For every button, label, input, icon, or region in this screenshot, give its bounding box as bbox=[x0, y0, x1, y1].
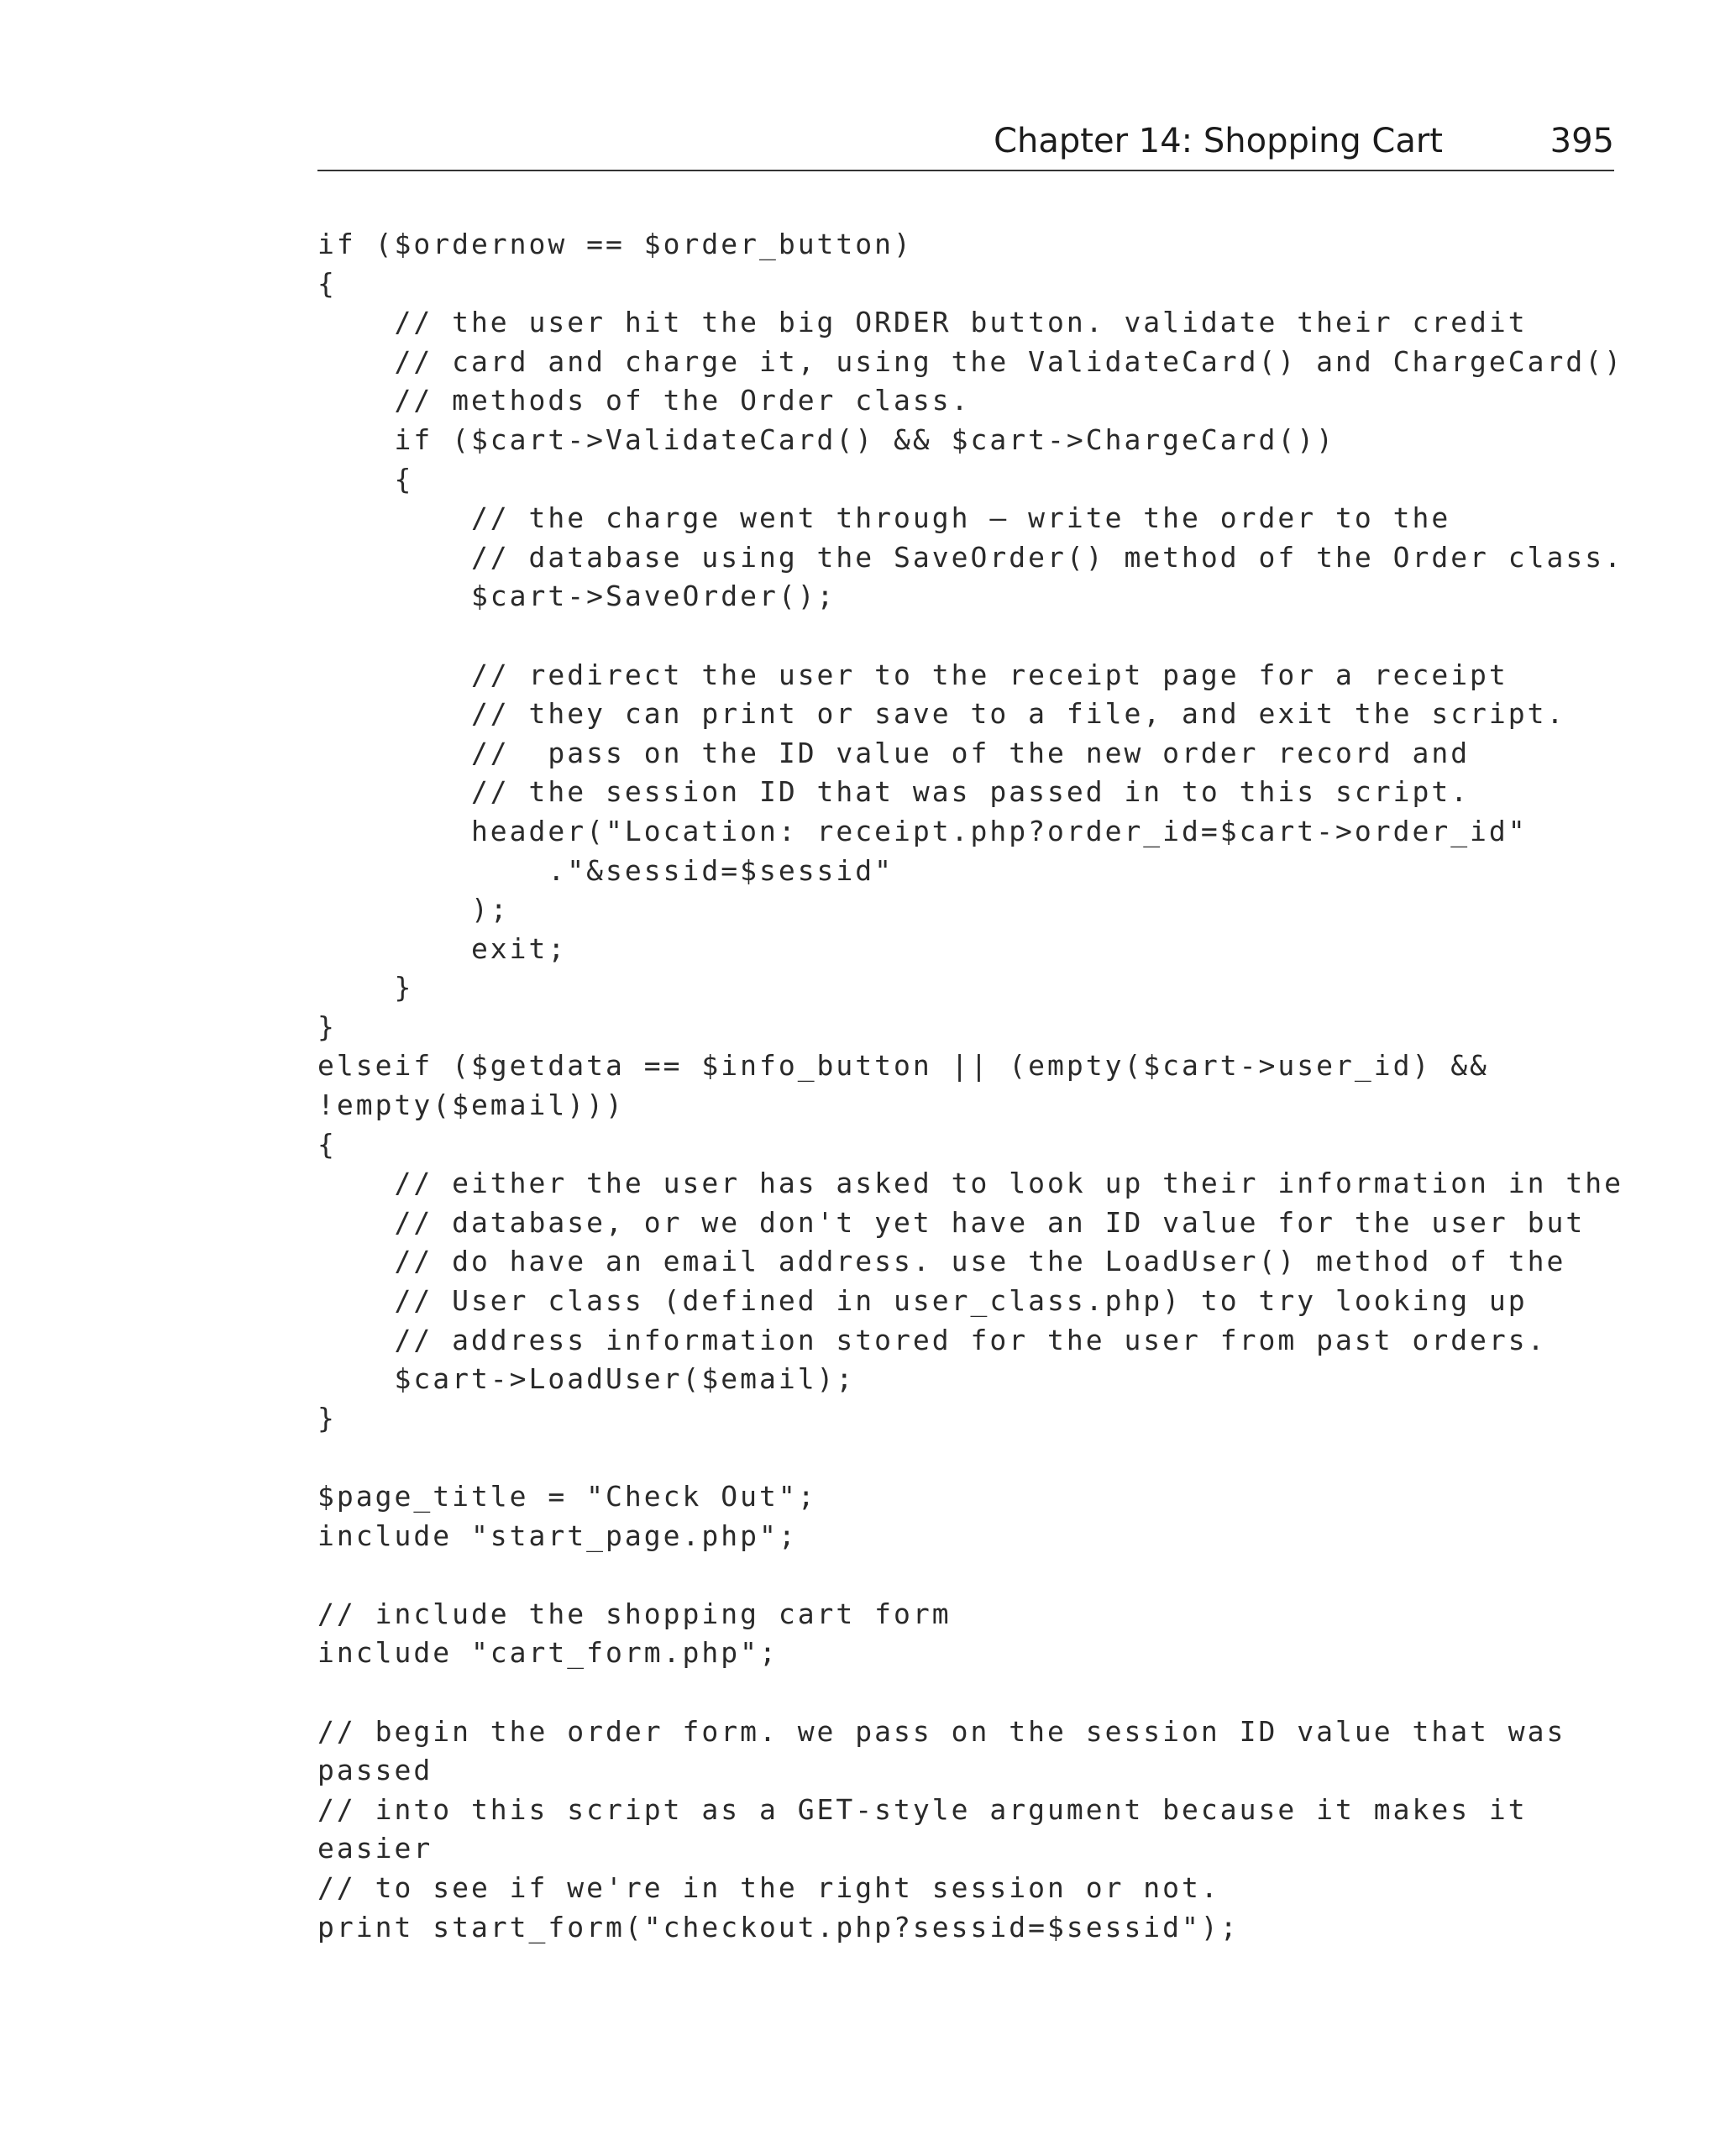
code-line: // begin the order form. we pass on the session ID value that was bbox=[317, 1714, 1566, 1748]
code-line: easier bbox=[317, 1832, 433, 1865]
code-line: // card and charge it, using the ValidateCard() and ChargeCard() bbox=[317, 344, 1624, 378]
code-line: include "cart_form.php"; bbox=[317, 1636, 779, 1670]
code-line: $page_title = "Check Out"; bbox=[317, 1480, 817, 1513]
code-line: // redirect the user to the receipt page for a receipt bbox=[317, 658, 1508, 691]
code-line: // they can print or save to a file, and exit the script. bbox=[317, 697, 1566, 731]
code-line: exit; bbox=[317, 931, 568, 965]
code-line: include "start_page.php"; bbox=[317, 1519, 798, 1552]
code-line: // include the shopping cart form bbox=[317, 1597, 952, 1630]
code-line: print start_form("checkout.php?sessid=$sessid"); bbox=[317, 1910, 1240, 1944]
code-line: !empty($email))) bbox=[317, 1088, 625, 1122]
code-line bbox=[317, 1438, 1628, 1477]
code-line: } bbox=[317, 1401, 337, 1435]
code-line: // into this script as a GET-style argument because it makes it bbox=[317, 1792, 1528, 1826]
code-line: // either the user has asked to look up their information in the bbox=[317, 1167, 1624, 1200]
code-line: // database, or we don't yet have an ID value for the user but bbox=[317, 1205, 1586, 1239]
running-header bbox=[317, 118, 1614, 171]
code-line bbox=[317, 1555, 1628, 1595]
code-line: // database using the SaveOrder() method of the Order class. bbox=[317, 540, 1624, 574]
code-line: // methods of the Order class. bbox=[317, 384, 971, 417]
code-line: } bbox=[317, 1010, 337, 1043]
code-line: header("Location: receipt.php?order_id=$cart->order_id" bbox=[317, 814, 1528, 847]
code-line: // pass on the ID value of the new order record and bbox=[317, 736, 1471, 769]
code-line: elseif ($getdata == $info_button || (empty($cart->user_id) && bbox=[317, 1049, 1489, 1083]
page-number: 395 bbox=[1550, 122, 1614, 160]
chapter-title: Chapter 14: Shopping Cart bbox=[994, 122, 1443, 160]
code-line: { bbox=[317, 266, 337, 300]
code-listing bbox=[317, 225, 1628, 1947]
code-line: ."&sessid=$sessid" bbox=[317, 853, 894, 887]
code-line: if ($ordernow == $order_button) bbox=[317, 228, 913, 260]
code-line: passed bbox=[317, 1754, 433, 1787]
code-line: $cart->SaveOrder(); bbox=[317, 580, 836, 613]
code-line bbox=[317, 1673, 1628, 1713]
code-line: // address information stored for the user from past orders. bbox=[317, 1323, 1547, 1356]
code-line: { bbox=[317, 462, 414, 496]
code-line: ); bbox=[317, 893, 510, 926]
code-line: // the user hit the big ORDER button. validate their credit bbox=[317, 306, 1528, 339]
code-line: // the session ID that was passed in to this script. bbox=[317, 775, 1471, 809]
code-line: // User class (defined in user_class.php) to try looking up bbox=[317, 1284, 1528, 1318]
code-line: $cart->LoadUser($email); bbox=[317, 1362, 856, 1396]
code-line: // the charge went through – write the order to the bbox=[317, 501, 1451, 535]
code-line bbox=[317, 616, 1628, 656]
code-line: // do have an email address. use the LoadUser() method of the bbox=[317, 1245, 1566, 1278]
code-line: { bbox=[317, 1127, 337, 1161]
code-line: // to see if we're in the right session or not. bbox=[317, 1870, 1220, 1904]
code-line: if ($cart->ValidateCard() && $cart->ChargeCard()) bbox=[317, 422, 1335, 456]
code-line: } bbox=[317, 971, 414, 1005]
